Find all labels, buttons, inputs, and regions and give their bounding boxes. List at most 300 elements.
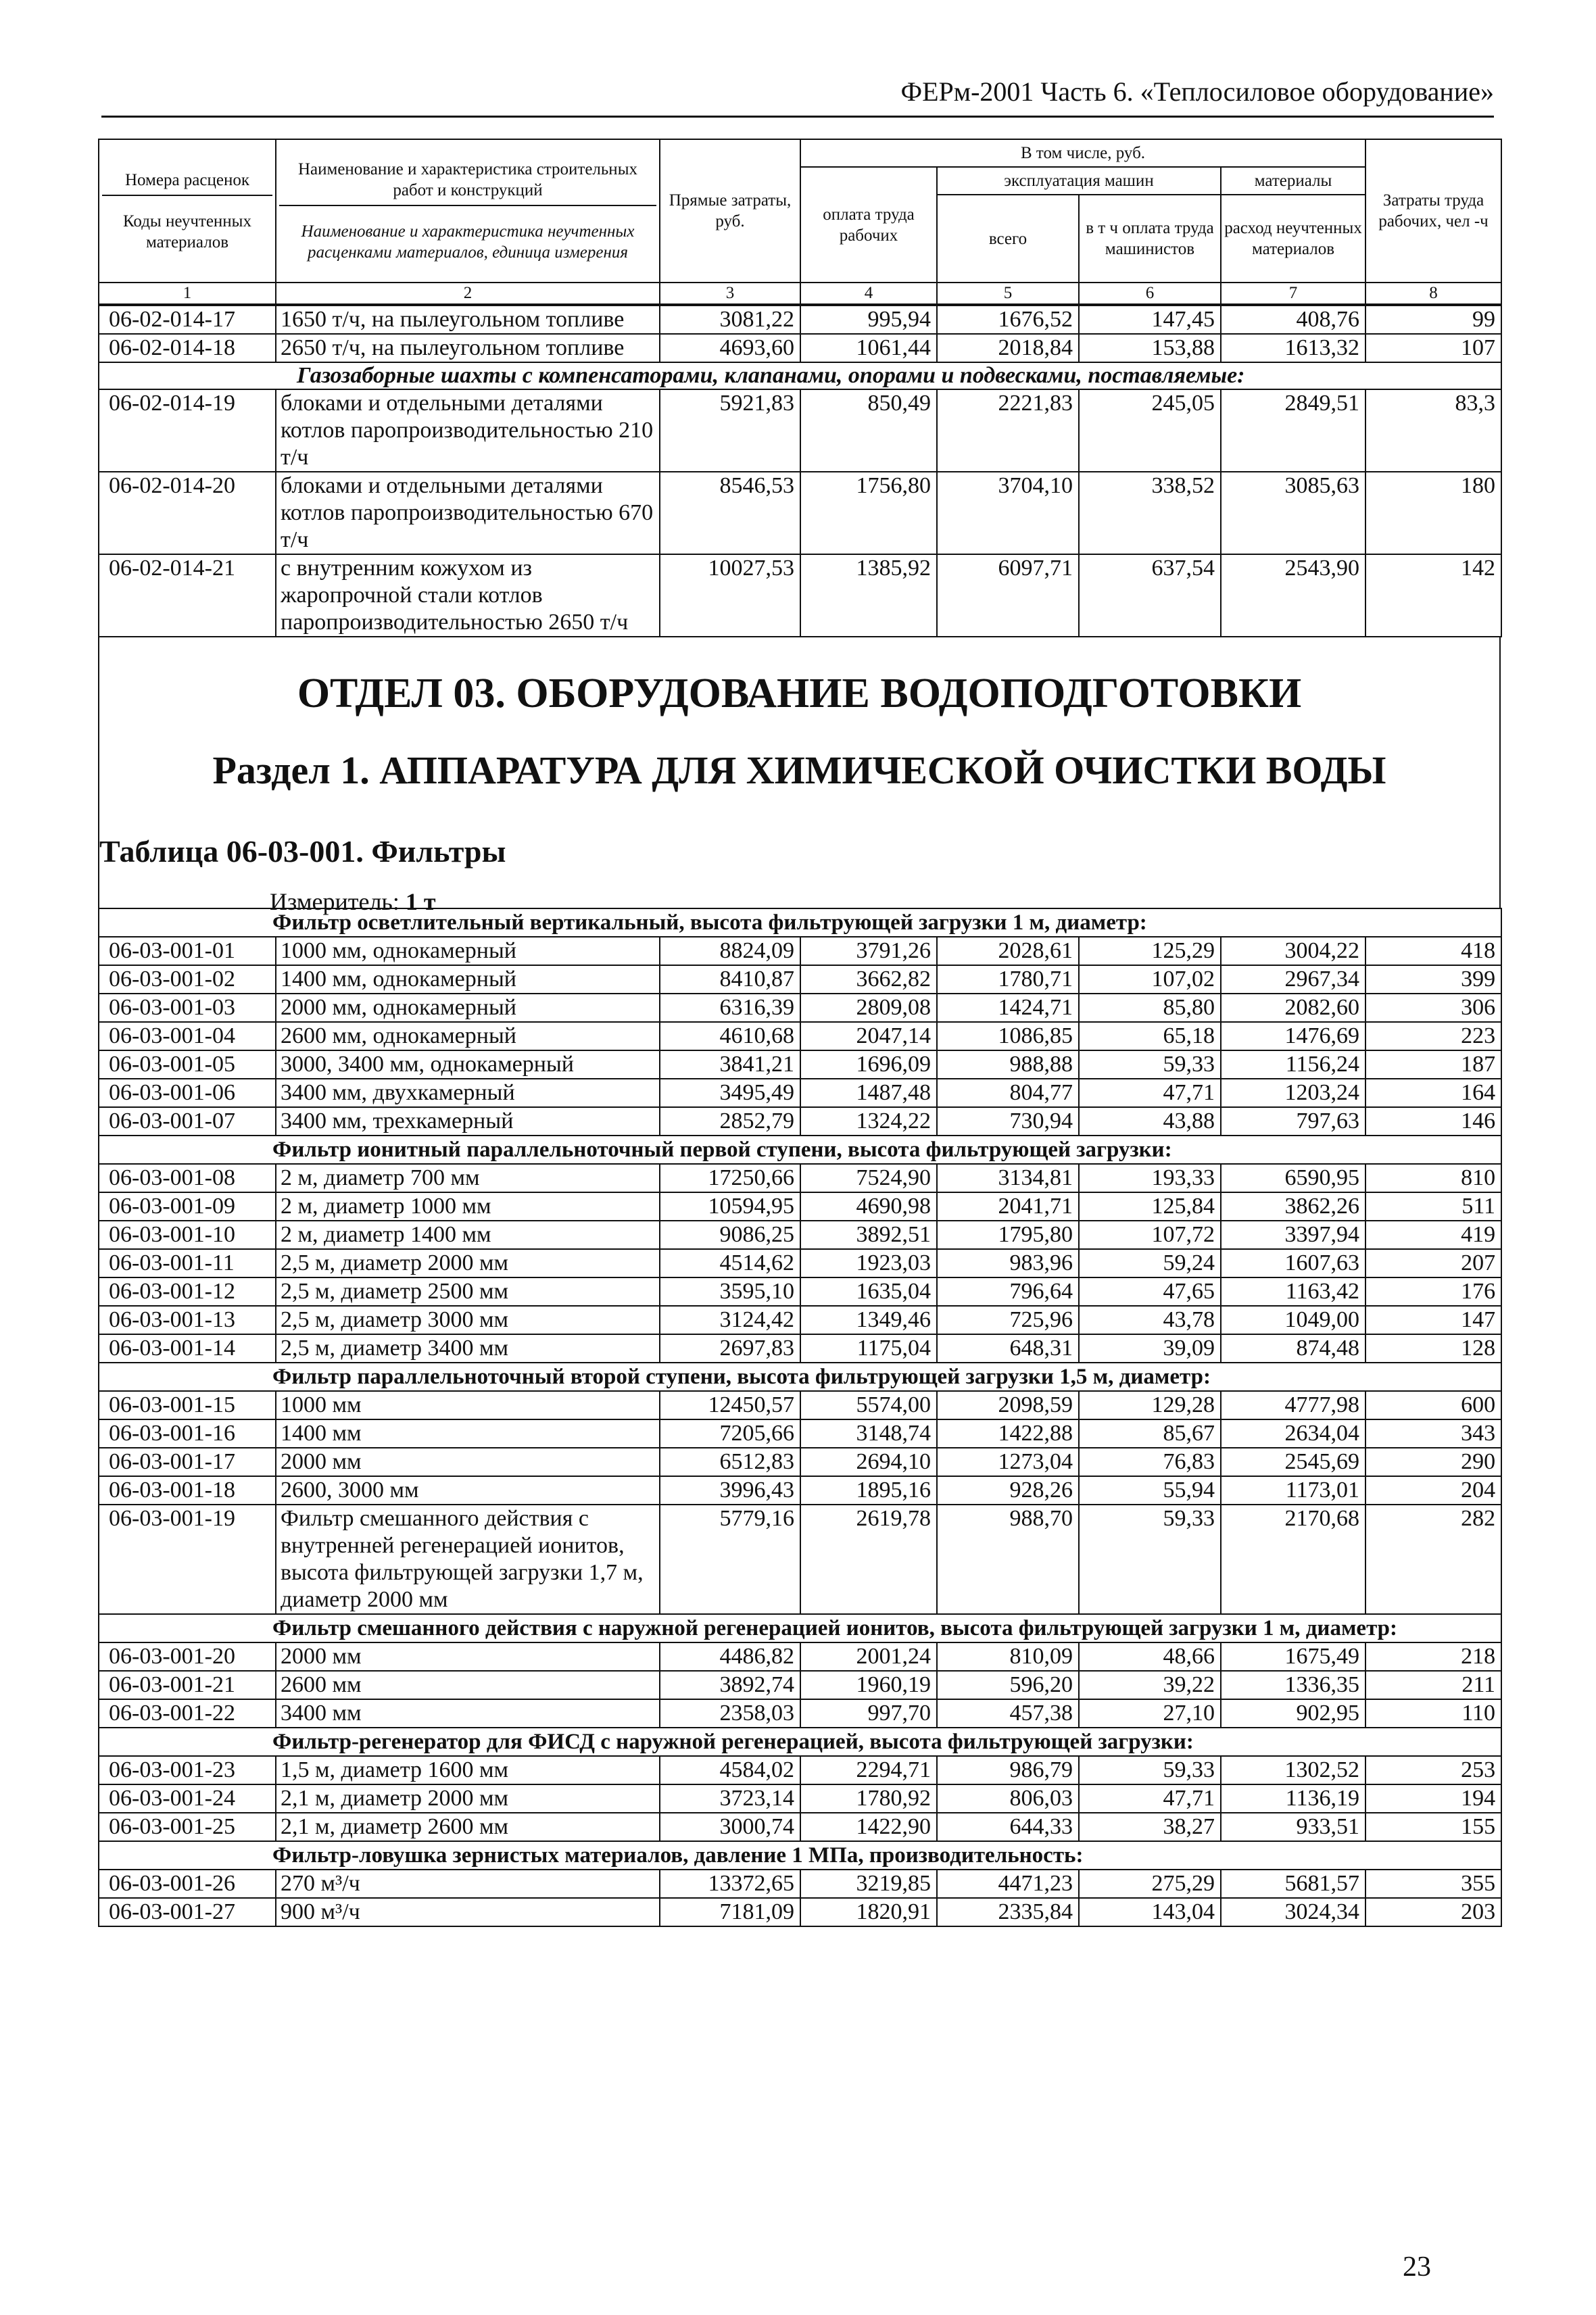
machinist-wages: 147,45 xyxy=(1079,306,1221,334)
machinist-wages: 59,33 xyxy=(1079,1505,1221,1614)
rate-name: 3000, 3400 мм, однокамерный xyxy=(276,1050,660,1079)
table-row xyxy=(99,1870,1501,1898)
machinist-wages: 245,05 xyxy=(1079,389,1221,472)
machinist-wages: 59,33 xyxy=(1079,1756,1221,1784)
worker-wages: 2809,08 xyxy=(800,994,937,1022)
worker-wages: 1385,92 xyxy=(800,554,937,637)
otdel-title: ОТДЕЛ 03. ОБОРУДОВАНИЕ ВОДОПОДГОТОВКИ xyxy=(297,671,1302,716)
direct-costs: 3996,43 xyxy=(660,1476,800,1505)
table-row xyxy=(99,334,1501,362)
materials: 2967,34 xyxy=(1221,965,1365,994)
materials: 2170,68 xyxy=(1221,1505,1365,1614)
name-header: Наименование и характеристика строительных работ и конструкций Наименование и характеристика неучтенных расценками материалов, единица измерения xyxy=(276,139,660,283)
machines-total: 983,96 xyxy=(937,1249,1079,1277)
machinist-wages: 107,72 xyxy=(1079,1221,1221,1249)
direct-costs: 4514,62 xyxy=(660,1249,800,1277)
table-row xyxy=(99,1164,1501,1192)
worker-wages: 1635,04 xyxy=(800,1277,937,1306)
worker-wages: 1696,09 xyxy=(800,1050,937,1079)
filters-table xyxy=(98,908,1502,1927)
materials: 2849,51 xyxy=(1221,389,1365,472)
table-row xyxy=(99,1022,1501,1050)
labor-costs: 290 xyxy=(1365,1448,1501,1476)
machinist-wages: 43,88 xyxy=(1079,1107,1221,1136)
worker-wages: 1324,22 xyxy=(800,1107,937,1136)
worker-wages: 4690,98 xyxy=(800,1192,937,1221)
worker-wages: 850,49 xyxy=(800,389,937,472)
rate-name: 2600 мм xyxy=(276,1671,660,1699)
rate-code: 06-03-001-20 xyxy=(99,1642,276,1671)
machinist-wages: 637,54 xyxy=(1079,554,1221,637)
rate-name: 1000 мм, однокамерный xyxy=(276,937,660,965)
machinist-wages: 47,71 xyxy=(1079,1079,1221,1107)
labor-costs: 399 xyxy=(1365,965,1501,994)
machinist-wages: 85,80 xyxy=(1079,994,1221,1022)
materials: 2634,04 xyxy=(1221,1419,1365,1448)
labor-costs: 204 xyxy=(1365,1476,1501,1505)
page-number: 23 xyxy=(1403,2251,1431,2283)
machinist-wages: 193,33 xyxy=(1079,1164,1221,1192)
rate-code: 06-02-014-18 xyxy=(99,334,276,362)
labor-costs: 147 xyxy=(1365,1306,1501,1334)
rate-name: Фильтр смешанного действия с внутренней регенерацией ионитов, высота фильтрующей загрузки 1,7 м, диаметр 2000 мм xyxy=(276,1505,660,1614)
rate-code: 06-03-001-11 xyxy=(99,1249,276,1277)
worker-wages: 997,70 xyxy=(800,1699,937,1728)
machinist-wages: 59,24 xyxy=(1079,1249,1221,1277)
rate-name: 2,5 м, диаметр 3000 мм xyxy=(276,1306,660,1334)
machines-total: 2221,83 xyxy=(937,389,1079,472)
direct-costs: 3081,22 xyxy=(660,306,800,334)
razdel-title: Раздел 1. АППАРАТУРА ДЛЯ ХИМИЧЕСКОЙ ОЧИСТКИ ВОДЫ xyxy=(212,748,1386,792)
rates-sheet xyxy=(98,139,1501,1927)
measure-value: 1 т xyxy=(405,888,436,915)
machines-total: 1086,85 xyxy=(937,1022,1079,1050)
machinist-wages: 43,78 xyxy=(1079,1306,1221,1334)
rate-code: 06-03-001-12 xyxy=(99,1277,276,1306)
labor-costs: 419 xyxy=(1365,1221,1501,1249)
rate-code: 06-03-001-07 xyxy=(99,1107,276,1136)
worker-wages: 3791,26 xyxy=(800,937,937,965)
direct-costs: 4610,68 xyxy=(660,1022,800,1050)
table-row xyxy=(99,1505,1501,1614)
materials: 874,48 xyxy=(1221,1334,1365,1363)
worker-wages: 1960,19 xyxy=(800,1671,937,1699)
rate-name: 1400 мм xyxy=(276,1419,660,1448)
worker-wages: 1756,80 xyxy=(800,472,937,554)
table-row xyxy=(99,1476,1501,1505)
measure-label: Измеритель: xyxy=(270,888,400,915)
worker-wages: 2294,71 xyxy=(800,1756,937,1784)
rate-code: 06-03-001-13 xyxy=(99,1306,276,1334)
machinist-wages: 47,65 xyxy=(1079,1277,1221,1306)
direct-costs: 2697,83 xyxy=(660,1334,800,1363)
direct-costs: 2852,79 xyxy=(660,1107,800,1136)
direct-costs: 10594,95 xyxy=(660,1192,800,1221)
labor-costs: 600 xyxy=(1365,1391,1501,1419)
rate-name: 270 м³/ч xyxy=(276,1870,660,1898)
direct-costs: 10027,53 xyxy=(660,554,800,637)
direct-costs: 2358,03 xyxy=(660,1699,800,1728)
rate-code: 06-03-001-27 xyxy=(99,1898,276,1926)
materials: 2082,60 xyxy=(1221,994,1365,1022)
rate-name: 3400 мм, трехкамерный xyxy=(276,1107,660,1136)
group-row xyxy=(99,1841,1501,1870)
materials: 408,76 xyxy=(1221,306,1365,334)
materials: 1675,49 xyxy=(1221,1642,1365,1671)
machinist-wages: 85,67 xyxy=(1079,1419,1221,1448)
labor-costs: 176 xyxy=(1365,1277,1501,1306)
materials: 1156,24 xyxy=(1221,1050,1365,1079)
machines-total: 596,20 xyxy=(937,1671,1079,1699)
rate-code: 06-03-001-14 xyxy=(99,1334,276,1363)
direct-costs: 7181,09 xyxy=(660,1898,800,1926)
machines-total: 806,03 xyxy=(937,1784,1079,1813)
direct-costs: 13372,65 xyxy=(660,1870,800,1898)
materials: 1607,63 xyxy=(1221,1249,1365,1277)
rate-code: 06-03-001-02 xyxy=(99,965,276,994)
materials: 1203,24 xyxy=(1221,1079,1365,1107)
rate-code: 06-03-001-23 xyxy=(99,1756,276,1784)
materials: 1613,32 xyxy=(1221,334,1365,362)
machines-total: 1424,71 xyxy=(937,994,1079,1022)
worker-wages: 1780,92 xyxy=(800,1784,937,1813)
rate-name: 2,1 м, диаметр 2000 мм xyxy=(276,1784,660,1813)
table-row xyxy=(99,1448,1501,1476)
colnum: 8 xyxy=(1365,283,1501,304)
worker-wages: 2047,14 xyxy=(800,1022,937,1050)
direct-costs: 3841,21 xyxy=(660,1050,800,1079)
machinist-wages: 338,52 xyxy=(1079,472,1221,554)
group-heading: Фильтр смешанного действия с наружной регенерацией ионитов, высота фильтрующей загрузки 1 м, диаметр: xyxy=(99,1614,1501,1642)
direct-costs: 3000,74 xyxy=(660,1813,800,1841)
materials: 1476,69 xyxy=(1221,1022,1365,1050)
rate-name: 2,5 м, диаметр 2500 мм xyxy=(276,1277,660,1306)
rate-code: 06-03-001-26 xyxy=(99,1870,276,1898)
machines-total: 988,70 xyxy=(937,1505,1079,1614)
machines-total: 648,31 xyxy=(937,1334,1079,1363)
colnum: 3 xyxy=(660,283,800,304)
machinist-wages: 59,33 xyxy=(1079,1050,1221,1079)
machines-total: 3704,10 xyxy=(937,472,1079,554)
group-heading: Фильтр-ловушка зернистых материалов, давление 1 МПа, производительность: xyxy=(99,1841,1501,1870)
table-row xyxy=(99,1671,1501,1699)
labor-costs: 146 xyxy=(1365,1107,1501,1136)
worker-wages: 2694,10 xyxy=(800,1448,937,1476)
labor-costs: 107 xyxy=(1365,334,1501,362)
machinist-wages: 47,71 xyxy=(1079,1784,1221,1813)
group-heading: Газозаборные шахты с компенсаторами, клапанами, опорами и подвесками, поставляемые: xyxy=(99,362,1501,389)
table-row xyxy=(99,1898,1501,1926)
worker-wages: 2001,24 xyxy=(800,1642,937,1671)
rate-code: 06-03-001-10 xyxy=(99,1221,276,1249)
machines-total-header: всего xyxy=(937,195,1079,283)
wages-header: оплата труда рабочих xyxy=(800,167,937,283)
worker-wages: 1923,03 xyxy=(800,1249,937,1277)
machinist-wages: 129,28 xyxy=(1079,1391,1221,1419)
machinist-wages: 107,02 xyxy=(1079,965,1221,994)
machines-total: 4471,23 xyxy=(937,1870,1079,1898)
rate-name: блоками и отдельными деталями котлов паропроизводительностью 670 т/ч xyxy=(276,472,660,554)
direct-costs-header: Прямые затраты, руб. xyxy=(660,139,800,283)
table-row xyxy=(99,965,1501,994)
table-row xyxy=(99,1419,1501,1448)
rate-name: 2000 мм xyxy=(276,1448,660,1476)
labor-costs: 194 xyxy=(1365,1784,1501,1813)
incl-header: В том числе, руб. xyxy=(800,139,1365,167)
materials: 1049,00 xyxy=(1221,1306,1365,1334)
machines-total: 796,64 xyxy=(937,1277,1079,1306)
machines-total: 1795,80 xyxy=(937,1221,1079,1249)
rate-code: 06-03-001-24 xyxy=(99,1784,276,1813)
rate-code: 06-02-014-21 xyxy=(99,554,276,637)
labor-costs: 810 xyxy=(1365,1164,1501,1192)
labor-costs: 128 xyxy=(1365,1334,1501,1363)
rate-name: 2 м, диаметр 1400 мм xyxy=(276,1221,660,1249)
rate-code: 06-03-001-05 xyxy=(99,1050,276,1079)
rate-code: 06-02-014-19 xyxy=(99,389,276,472)
labor-costs: 155 xyxy=(1365,1813,1501,1841)
machinist-wages: 65,18 xyxy=(1079,1022,1221,1050)
rate-name: 1400 мм, однокамерный xyxy=(276,965,660,994)
table-row xyxy=(99,554,1501,637)
worker-wages: 2619,78 xyxy=(800,1505,937,1614)
machines-total: 6097,71 xyxy=(937,554,1079,637)
top-rows-table xyxy=(98,305,1502,637)
table-row xyxy=(99,1192,1501,1221)
table-row xyxy=(99,937,1501,965)
rate-name: 1650 т/ч, на пылеугольном топливе xyxy=(276,306,660,334)
worker-wages: 1487,48 xyxy=(800,1079,937,1107)
table-row xyxy=(99,1079,1501,1107)
machines-total: 928,26 xyxy=(937,1476,1079,1505)
labor-costs: 142 xyxy=(1365,554,1501,637)
running-header: ФЕРм-2001 Часть 6. «Теплосиловое оборудование» xyxy=(101,76,1494,118)
materials: 3397,94 xyxy=(1221,1221,1365,1249)
worker-wages: 1820,91 xyxy=(800,1898,937,1926)
rate-code: 06-02-014-17 xyxy=(99,306,276,334)
rate-code: 06-03-001-03 xyxy=(99,994,276,1022)
group-heading: Фильтр осветлительный вертикальный, высота фильтрующей загрузки 1 м, диаметр: xyxy=(99,908,1501,937)
materials: 1302,52 xyxy=(1221,1756,1365,1784)
worker-wages: 7524,90 xyxy=(800,1164,937,1192)
machines-total: 986,79 xyxy=(937,1756,1079,1784)
table-row xyxy=(99,1107,1501,1136)
direct-costs: 6512,83 xyxy=(660,1448,800,1476)
rate-code: 06-03-001-04 xyxy=(99,1022,276,1050)
table-row xyxy=(99,1306,1501,1334)
worker-wages: 3219,85 xyxy=(800,1870,937,1898)
worker-wages: 1061,44 xyxy=(800,334,937,362)
direct-costs: 4584,02 xyxy=(660,1756,800,1784)
rate-code: 06-03-001-22 xyxy=(99,1699,276,1728)
labor-costs: 164 xyxy=(1365,1079,1501,1107)
direct-costs: 4693,60 xyxy=(660,334,800,362)
rate-name: 2650 т/ч, на пылеугольном топливе xyxy=(276,334,660,362)
direct-costs: 3892,74 xyxy=(660,1671,800,1699)
colnum: 1 xyxy=(99,283,276,304)
machinist-wages: 39,22 xyxy=(1079,1671,1221,1699)
materials: 2543,90 xyxy=(1221,554,1365,637)
machinist-wages: 153,88 xyxy=(1079,334,1221,362)
materials: 1173,01 xyxy=(1221,1476,1365,1505)
table-header xyxy=(98,139,1502,305)
rate-code: 06-03-001-01 xyxy=(99,937,276,965)
machines-total: 1273,04 xyxy=(937,1448,1079,1476)
rate-code: 06-03-001-18 xyxy=(99,1476,276,1505)
group-row xyxy=(99,1614,1501,1642)
machinist-wages: 38,27 xyxy=(1079,1813,1221,1841)
labor-costs: 110 xyxy=(1365,1699,1501,1728)
machinist-wages: 76,83 xyxy=(1079,1448,1221,1476)
materials-header: материалы xyxy=(1221,167,1365,195)
rate-code: 06-03-001-19 xyxy=(99,1505,276,1614)
colnum: 6 xyxy=(1079,283,1221,304)
table-row xyxy=(99,389,1501,472)
table-row xyxy=(99,1642,1501,1671)
table-row xyxy=(99,472,1501,554)
direct-costs: 8546,53 xyxy=(660,472,800,554)
worker-wages: 1422,90 xyxy=(800,1813,937,1841)
rate-name: 2 м, диаметр 700 мм xyxy=(276,1164,660,1192)
materials: 933,51 xyxy=(1221,1813,1365,1841)
rate-code: 06-03-001-06 xyxy=(99,1079,276,1107)
worker-wages: 5574,00 xyxy=(800,1391,937,1419)
materials: 3004,22 xyxy=(1221,937,1365,965)
measure-line xyxy=(270,887,436,916)
rate-name: 1000 мм xyxy=(276,1391,660,1419)
rate-name: 1,5 м, диаметр 1600 мм xyxy=(276,1756,660,1784)
labor-costs: 343 xyxy=(1365,1419,1501,1448)
labor-costs: 218 xyxy=(1365,1642,1501,1671)
machines-total: 1676,52 xyxy=(937,306,1079,334)
direct-costs: 3124,42 xyxy=(660,1306,800,1334)
direct-costs: 9086,25 xyxy=(660,1221,800,1249)
machinist-wages: 125,29 xyxy=(1079,937,1221,965)
materials: 2545,69 xyxy=(1221,1448,1365,1476)
rate-name: 2600, 3000 мм xyxy=(276,1476,660,1505)
table-row xyxy=(99,1334,1501,1363)
machinist-wages: 39,09 xyxy=(1079,1334,1221,1363)
labor-costs: 282 xyxy=(1365,1505,1501,1614)
labor-costs: 203 xyxy=(1365,1898,1501,1926)
rate-code: 06-03-001-09 xyxy=(99,1192,276,1221)
rate-name: 2000 мм xyxy=(276,1642,660,1671)
rate-code: 06-03-001-16 xyxy=(99,1419,276,1448)
machinist-wages: 125,84 xyxy=(1079,1192,1221,1221)
colnum: 2 xyxy=(276,283,660,304)
group-row xyxy=(99,1363,1501,1391)
rate-code: 06-02-014-20 xyxy=(99,472,276,554)
machines-wages-header: в т ч оплата труда машинистов xyxy=(1079,195,1221,283)
table-row xyxy=(99,1699,1501,1728)
table-row xyxy=(99,1050,1501,1079)
table-row xyxy=(99,1277,1501,1306)
direct-costs: 3595,10 xyxy=(660,1277,800,1306)
direct-costs: 8410,87 xyxy=(660,965,800,994)
group-heading: Фильтр параллельноточный второй ступени, высота фильтрующей загрузки 1,5 м, диаметр: xyxy=(99,1363,1501,1391)
materials: 5681,57 xyxy=(1221,1870,1365,1898)
worker-wages: 3892,51 xyxy=(800,1221,937,1249)
direct-costs: 12450,57 xyxy=(660,1391,800,1419)
table-row xyxy=(99,1391,1501,1419)
machines-total: 2335,84 xyxy=(937,1898,1079,1926)
table-row xyxy=(99,994,1501,1022)
codes-header: Номера расценок Коды неучтенных материалов xyxy=(99,139,276,283)
labor-costs: 211 xyxy=(1365,1671,1501,1699)
materials: 3024,34 xyxy=(1221,1898,1365,1926)
group-row xyxy=(99,1728,1501,1756)
machinist-wages: 55,94 xyxy=(1079,1476,1221,1505)
machines-total: 725,96 xyxy=(937,1306,1079,1334)
machines-total: 3134,81 xyxy=(937,1164,1079,1192)
materials: 3862,26 xyxy=(1221,1192,1365,1221)
labor-costs: 355 xyxy=(1365,1870,1501,1898)
labor-header: Затраты труда рабочих, чел -ч xyxy=(1365,139,1501,283)
rate-code: 06-03-001-15 xyxy=(99,1391,276,1419)
labor-costs: 418 xyxy=(1365,937,1501,965)
group-heading: Фильтр ионитный параллельноточный первой ступени, высота фильтрующей загрузки: xyxy=(99,1136,1501,1164)
direct-costs: 4486,82 xyxy=(660,1642,800,1671)
table-title: Таблица 06-03-001. Фильтры xyxy=(99,834,506,869)
labor-costs: 180 xyxy=(1365,472,1501,554)
labor-costs: 223 xyxy=(1365,1022,1501,1050)
rate-name: 2600 мм, однокамерный xyxy=(276,1022,660,1050)
rate-code: 06-03-001-17 xyxy=(99,1448,276,1476)
section-block xyxy=(98,637,1501,915)
group-row xyxy=(99,1136,1501,1164)
machines-total: 988,88 xyxy=(937,1050,1079,1079)
rate-name: с внутренним кожухом из жаропрочной стали котлов паропроизводительностью 2650 т/ч xyxy=(276,554,660,637)
materials: 3085,63 xyxy=(1221,472,1365,554)
worker-wages: 1895,16 xyxy=(800,1476,937,1505)
group-heading: Фильтр-регенератор для ФИСД с наружной регенерацией, высота фильтрующей загрузки: xyxy=(99,1728,1501,1756)
machines-total: 2041,71 xyxy=(937,1192,1079,1221)
materials: 797,63 xyxy=(1221,1107,1365,1136)
materials-unacc-header: расход неучтенных материалов xyxy=(1221,195,1365,283)
worker-wages: 1349,46 xyxy=(800,1306,937,1334)
rate-name: 900 м³/ч xyxy=(276,1898,660,1926)
rate-name: блоками и отдельными деталями котлов паропроизводительностью 210 т/ч xyxy=(276,389,660,472)
table-row xyxy=(99,1813,1501,1841)
worker-wages: 995,94 xyxy=(800,306,937,334)
labor-costs: 187 xyxy=(1365,1050,1501,1079)
machines-header: эксплуатация машин xyxy=(937,167,1221,195)
rate-code: 06-03-001-25 xyxy=(99,1813,276,1841)
rate-name: 2,5 м, диаметр 3400 мм xyxy=(276,1334,660,1363)
worker-wages: 3148,74 xyxy=(800,1419,937,1448)
materials: 4777,98 xyxy=(1221,1391,1365,1419)
materials: 6590,95 xyxy=(1221,1164,1365,1192)
direct-costs: 5779,16 xyxy=(660,1505,800,1614)
machinist-wages: 143,04 xyxy=(1079,1898,1221,1926)
direct-costs: 6316,39 xyxy=(660,994,800,1022)
labor-costs: 306 xyxy=(1365,994,1501,1022)
machines-total: 2098,59 xyxy=(937,1391,1079,1419)
labor-costs: 253 xyxy=(1365,1756,1501,1784)
machines-total: 2018,84 xyxy=(937,334,1079,362)
machinist-wages: 48,66 xyxy=(1079,1642,1221,1671)
machines-total: 1780,71 xyxy=(937,965,1079,994)
machines-total: 457,38 xyxy=(937,1699,1079,1728)
machines-total: 644,33 xyxy=(937,1813,1079,1841)
colnum: 4 xyxy=(800,283,937,304)
rate-name: 2,1 м, диаметр 2600 мм xyxy=(276,1813,660,1841)
direct-costs: 5921,83 xyxy=(660,389,800,472)
rate-name: 3400 мм, двухкамерный xyxy=(276,1079,660,1107)
table-row xyxy=(99,1756,1501,1784)
colnum: 7 xyxy=(1221,283,1365,304)
machines-total: 2028,61 xyxy=(937,937,1079,965)
